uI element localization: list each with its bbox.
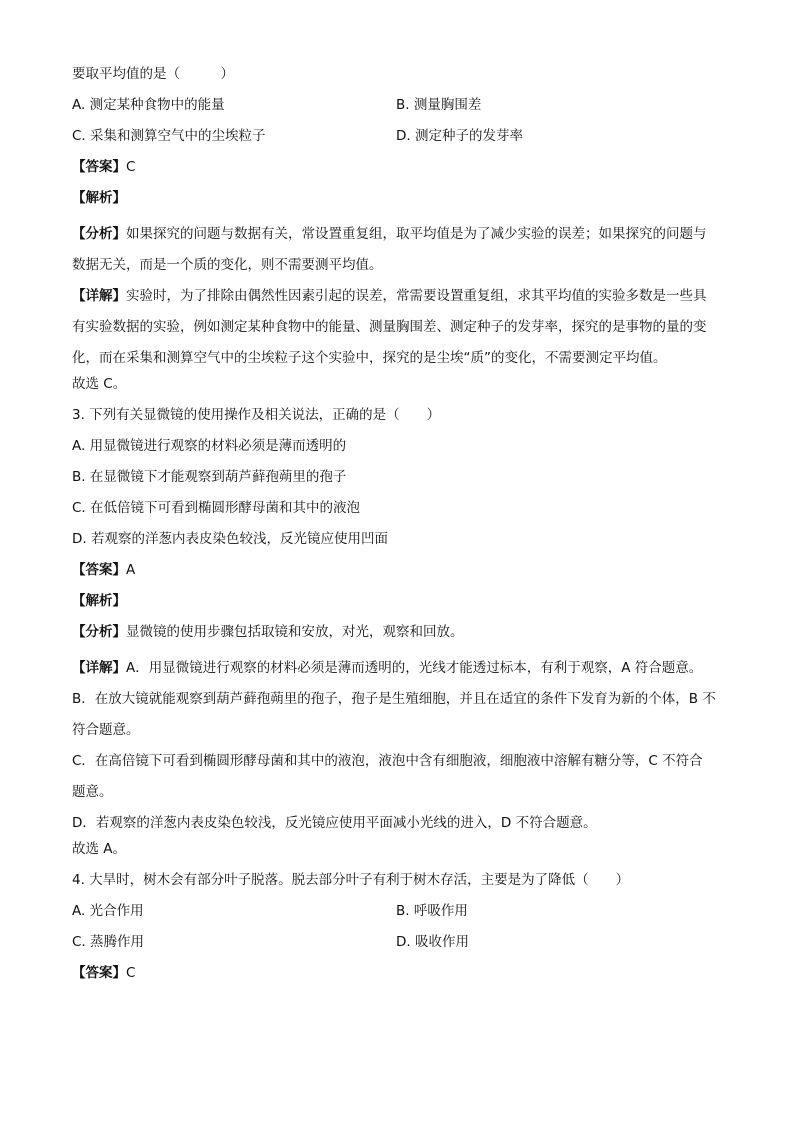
q3-xiangjie-b: B．在放大镜就能观察到葫芦藓孢蒴里的孢子，孢子是生殖细胞，并且在适宜的条件下发育为新的个体，B 不符合题意。	[72, 691, 716, 738]
q3-option-d: D. 若观察的洋葱内表皮染色较浅，反光镜应使用凹面	[72, 531, 388, 547]
q3-xiangjie-c: C．在高倍镜下可看到椭圆形酵母菌和其中的液泡，液泡中含有细胞液，细胞液中溶解有糖分等，C 不符合题意。	[72, 753, 703, 800]
q3-option-c: C. 在低倍镜下可看到椭圆形酵母菌和其中的液泡	[72, 500, 361, 516]
q4-options-row-2	[72, 932, 716, 953]
analysis-tag: 【解析】	[72, 593, 126, 609]
q3-xiangjie-a	[72, 653, 716, 684]
q3-xiangjie-d: D．若观察的洋葱内表皮染色较浅，反光镜应使用平面减小光线的进入，D 不符合题意。	[72, 815, 597, 831]
fenxi-tag: 【分析】	[72, 624, 126, 640]
answer-tag: 【答案】	[72, 159, 126, 175]
xiangjie-tag: 【详解】	[72, 288, 126, 304]
q2-option-d: D. 测定种子的发芽率	[396, 128, 523, 144]
q3-stem: 3. 下列有关显微镜的使用操作及相关说法，正确的是（ ）	[72, 407, 441, 423]
q3-conclusion: 故选 A。	[72, 841, 127, 857]
q3-answer	[72, 560, 716, 581]
q4-option-a: A. 光合作用	[72, 903, 144, 919]
q4-options-row-1	[72, 901, 716, 922]
fenxi-text: 显微镜的使用步骤包括取镜和安放，对光，观察和回放。	[126, 624, 464, 640]
q3-option-b: B. 在显微镜下才能观察到葫芦藓孢蒴里的孢子	[72, 469, 347, 485]
q3-fenxi	[72, 622, 716, 643]
q4-stem: 4. 大旱时，树木会有部分叶子脱落。脱去部分叶子有利于树木存活，主要是为了降低（ ）	[72, 872, 630, 888]
answer-value: C	[126, 965, 136, 981]
q2-options-row-1	[72, 95, 716, 116]
answer-tag: 【答案】	[72, 562, 126, 578]
q2-answer	[72, 157, 716, 178]
xiangjie-a-text: A．用显微镜进行观察的材料必须是薄而透明的，光线才能透过标本，有利于观察，A 符合题意。	[126, 660, 703, 676]
q2-fenxi	[72, 219, 716, 281]
q2-conclusion: 故选 C。	[72, 376, 127, 392]
q4-option-c: C. 蒸腾作用	[72, 934, 145, 950]
q4-option-b: B. 呼吸作用	[396, 903, 468, 919]
q2-stem: 要取平均值的是（ ）	[72, 66, 234, 82]
q2-xiangjie	[72, 281, 716, 374]
fenxi-tag: 【分析】	[72, 226, 126, 242]
q2-option-b: B. 测量胸围差	[396, 97, 482, 113]
q3-analysis-heading	[72, 591, 716, 612]
q2-option-c: C. 采集和测算空气中的尘埃粒子	[72, 128, 266, 144]
xiangjie-text: 实验时，为了排除由偶然性因素引起的误差，常需要设置重复组，求其平均值的实验多数是一些具有实验数据的实验，例如测定某种食物中的能量、测量胸围差、测定种子的发芽率，探究的是事物的量的变化，而在采集和测算空气中的尘埃粒子这个实验中，探究的是尘埃“质”的变化，不需要测定平均值。	[72, 288, 707, 366]
fenxi-text: 如果探究的问题与数据有关，常设置重复组，取平均值是为了减少实验的误差；如果探究的问题与数据无关，而是一个质的变化，则不需要测平均值。	[72, 226, 707, 273]
q4-option-d: D. 吸收作用	[396, 934, 469, 950]
analysis-tag: 【解析】	[72, 190, 126, 206]
q2-analysis-heading	[72, 188, 716, 209]
q2-options-row-2	[72, 126, 716, 147]
answer-value: C	[126, 159, 136, 175]
answer-value: A	[126, 562, 136, 578]
answer-tag: 【答案】	[72, 965, 126, 981]
q4-answer	[72, 963, 716, 984]
xiangjie-tag: 【详解】	[72, 660, 126, 676]
q3-option-a: A. 用显微镜进行观察的材料必须是薄而透明的	[72, 438, 347, 454]
q2-option-a: A. 测定某种食物中的能量	[72, 97, 225, 113]
